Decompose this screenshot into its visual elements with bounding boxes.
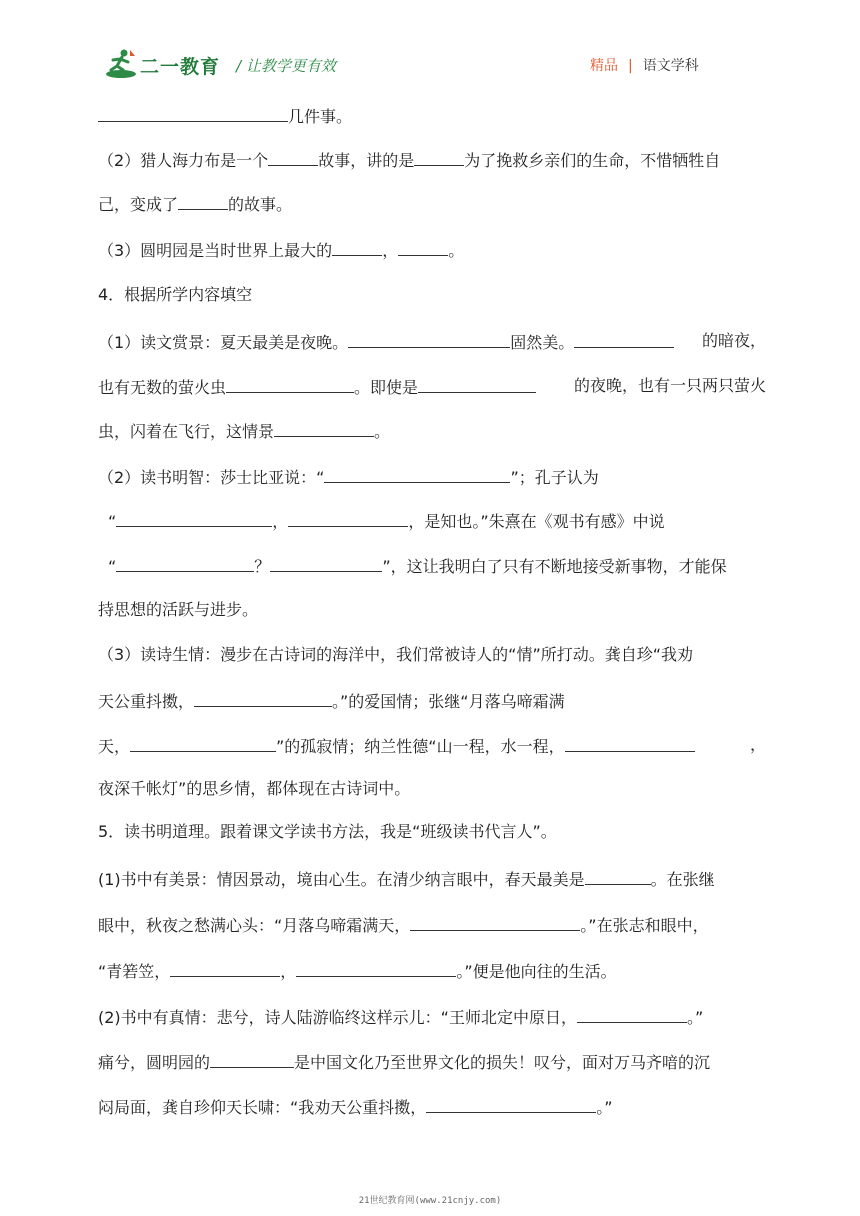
answer-blank[interactable] xyxy=(270,553,382,572)
answer-blank[interactable] xyxy=(226,374,354,393)
page-header xyxy=(0,0,860,92)
text-line: 持思想的活跃与进步。 xyxy=(98,600,259,619)
question-heading: 4．根据所学内容填空 xyxy=(98,285,253,304)
text-line: (1)书中有美景：情因景动，境由心生。在清少纳言眼中，春天最美是 。在张继 xyxy=(98,866,715,890)
text-line: 痛兮，圆明园的 是中国文化乃至世界文化的损失！叹兮，面对万马齐喑的沉 xyxy=(98,1049,710,1073)
runner-logo-icon xyxy=(104,48,138,80)
text-line: （2）读书明智：莎士比亚说：“ ”；孔子认为 xyxy=(98,464,599,488)
text-line: “ ， ，是知也。”朱熹在《观书有感》中说 xyxy=(108,508,665,532)
quality-label: 精品 xyxy=(590,58,618,74)
text-line: 夜深千帐灯”的思乡情，都体现在古诗词中。 xyxy=(98,779,411,798)
text-line: 闷局面，龚自珍仰天长啸：“我劝天公重抖擞， 。” xyxy=(98,1094,613,1118)
subject-label: 语文学科 xyxy=(642,58,699,74)
answer-blank[interactable] xyxy=(130,733,276,752)
text-line: （1）读文赏景：夏天最美是夜晚。 固然美。 的暗夜， xyxy=(98,331,766,352)
answer-blank[interactable] xyxy=(210,1049,294,1068)
answer-blank[interactable] xyxy=(296,958,456,977)
text-line: (2)书中有真情：悲兮，诗人陆游临终这样示儿：“王师北定中原日， 。” xyxy=(98,1004,703,1028)
brand-name: 二一教育 xyxy=(140,56,221,78)
header-divider: | xyxy=(628,58,633,74)
text-line: 虫，闪着在飞行，这情景 。 xyxy=(98,418,390,442)
text-line: 天， ”的孤寂情；纳兰性德“山一程，水一程， ， xyxy=(98,735,766,756)
text-line: 也有无数的萤火虫 。即使是 的夜晚，也有一只两只萤火 xyxy=(98,376,766,397)
text-line: 眼中，秋夜之愁满心头：“月落乌啼霜满天， 。”在张志和眼中， xyxy=(98,912,709,936)
text-line: 几件事。 xyxy=(98,103,352,127)
answer-blank[interactable] xyxy=(565,733,695,752)
answer-blank[interactable] xyxy=(574,329,674,348)
brand-slogan: / 让教学更有效 xyxy=(236,57,336,75)
answer-blank[interactable] xyxy=(585,866,651,885)
answer-blank[interactable] xyxy=(98,103,288,122)
answer-blank[interactable] xyxy=(324,464,510,483)
text-line: 己，变成了 的故事。 xyxy=(98,191,292,215)
answer-blank[interactable] xyxy=(116,553,254,572)
answer-blank[interactable] xyxy=(288,508,408,527)
answer-blank[interactable] xyxy=(268,147,318,166)
page-footer: 21世纪教育网(www.21cnjy.com) xyxy=(358,1196,502,1206)
answer-blank[interactable] xyxy=(170,958,280,977)
answer-blank[interactable] xyxy=(274,418,374,437)
text-line: “青箬笠， ， 。”便是他向往的生活。 xyxy=(98,958,617,982)
answer-blank[interactable] xyxy=(414,147,464,166)
answer-blank[interactable] xyxy=(348,329,510,348)
answer-blank[interactable] xyxy=(398,237,448,256)
answer-blank[interactable] xyxy=(116,508,272,527)
answer-blank[interactable] xyxy=(418,374,536,393)
question-heading: 5．读书明道理。跟着课文学读书方法，我是“班级读书代言人”。 xyxy=(98,822,557,841)
answer-blank[interactable] xyxy=(178,191,228,210)
answer-blank[interactable] xyxy=(332,237,382,256)
text-line: （2）猎人海力布是一个 故事，讲的是 为了挽救乡亲们的生命，不惜牺牲自 xyxy=(98,147,720,171)
answer-blank[interactable] xyxy=(194,688,332,707)
answer-blank[interactable] xyxy=(426,1094,596,1113)
answer-blank[interactable] xyxy=(577,1004,687,1023)
text-line: （3）圆明园是当时世界上最大的 ， 。 xyxy=(98,237,464,261)
text-line: 天公重抖擞， 。”的爱国情；张继“月落乌啼霜满 xyxy=(98,688,565,712)
text-line: “ ？ ”，这让我明白了只有不断地接受新事物，才能保 xyxy=(108,553,727,577)
text-line: （3）读诗生情：漫步在古诗词的海洋中，我们常被诗人的“情”所打动。龚自珍“我劝 xyxy=(98,645,694,664)
header-subject xyxy=(590,55,699,75)
answer-blank[interactable] xyxy=(410,912,580,931)
